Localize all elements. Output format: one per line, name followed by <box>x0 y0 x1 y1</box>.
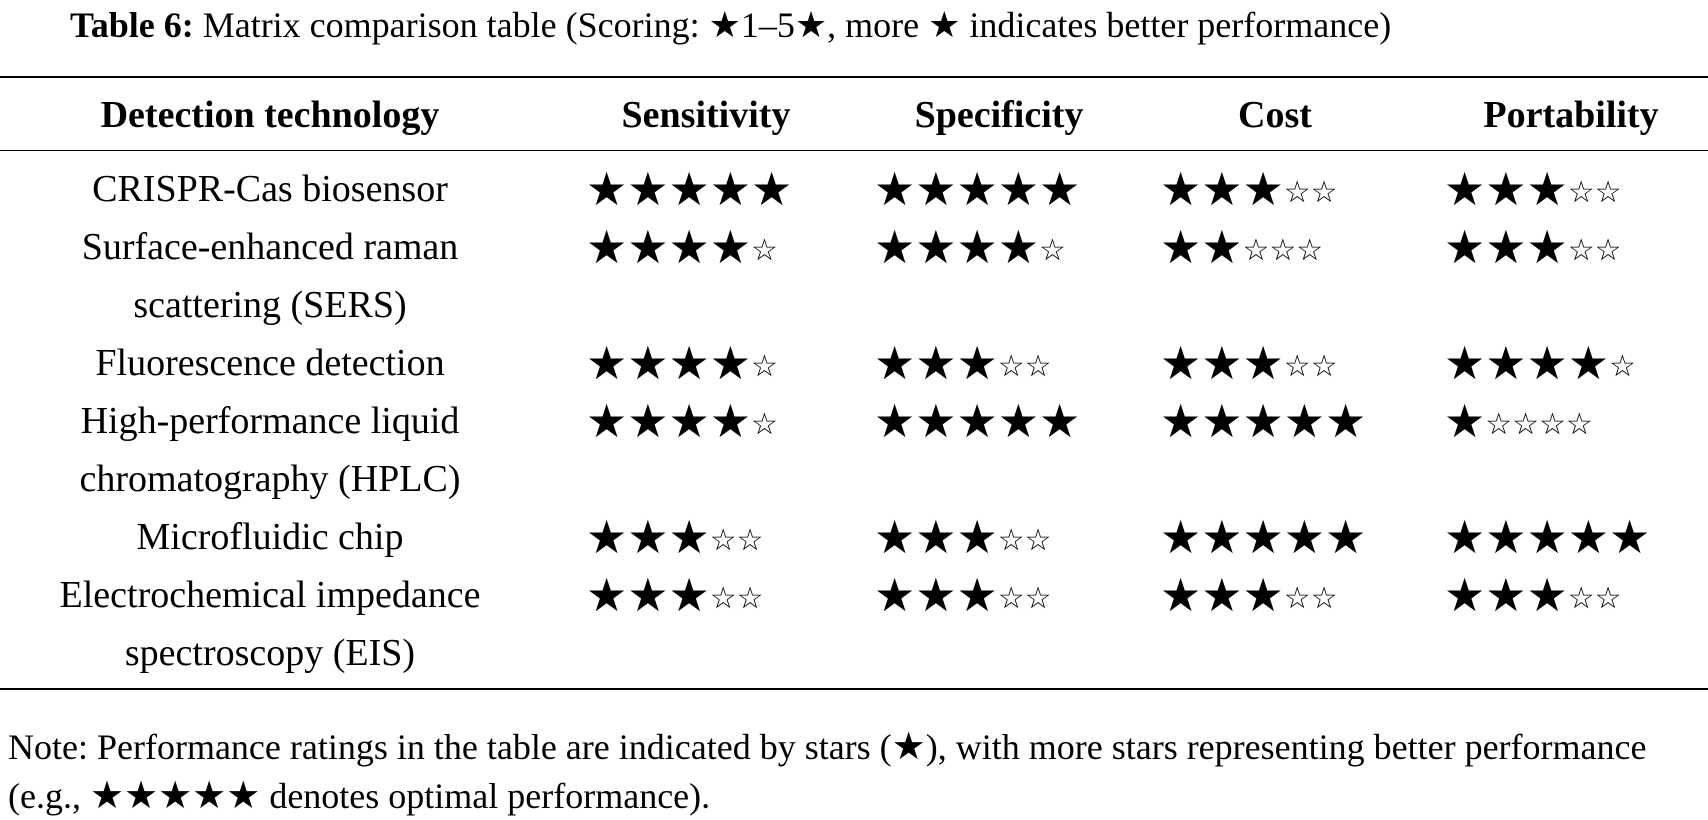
cost-rating <box>1160 508 1366 566</box>
star-icon: ★ <box>928 5 961 45</box>
technology-line: Electrochemical impedance <box>59 574 481 616</box>
star-icon: ★ <box>708 5 741 45</box>
specificity-rating <box>874 218 1066 276</box>
caption-text-middle: , more <box>827 5 929 45</box>
empty-stars: ☆☆ <box>1567 233 1622 268</box>
filled-stars: ★★★★ <box>1444 336 1609 390</box>
technology-line: chromatography (HPLC) <box>79 458 461 500</box>
technology-name <box>0 218 540 334</box>
five-stars-icon: ★★★★★ <box>89 773 261 817</box>
empty-stars: ☆☆ <box>709 523 764 558</box>
empty-stars: ☆☆ <box>1283 581 1338 616</box>
empty-stars: ☆ <box>750 407 778 442</box>
empty-stars: ☆☆☆ <box>1242 233 1324 268</box>
technology-name <box>0 508 540 566</box>
header-sensitivity: Sensitivity <box>621 94 791 136</box>
portability-rating <box>1444 334 1636 392</box>
filled-stars: ★★★ <box>1444 220 1568 274</box>
empty-stars: ☆☆ <box>997 523 1052 558</box>
sensitivity-rating <box>586 508 764 566</box>
filled-stars: ★★ <box>1160 220 1243 274</box>
header-cost: Cost <box>1238 94 1312 136</box>
portability-rating <box>1444 392 1593 450</box>
empty-stars: ☆ <box>750 349 778 384</box>
portability-rating <box>1444 160 1622 218</box>
technology-line: scattering (SERS) <box>133 284 407 326</box>
technology-line: CRISPR-Cas biosensor <box>92 168 448 210</box>
filled-stars: ★★★ <box>586 510 710 564</box>
specificity-rating <box>874 508 1052 566</box>
specificity-rating <box>874 392 1080 450</box>
portability-rating <box>1444 218 1622 276</box>
filled-stars: ★★★★★ <box>1444 510 1651 564</box>
empty-stars: ☆ <box>1038 233 1066 268</box>
filled-stars: ★★★ <box>874 568 998 622</box>
caption-label: Table 6: <box>70 5 194 45</box>
empty-stars: ☆☆ <box>1567 581 1622 616</box>
table-bottom-rule <box>0 688 1708 690</box>
technology-line: Microfluidic chip <box>136 516 404 558</box>
empty-stars: ☆☆ <box>1283 349 1338 384</box>
filled-stars: ★★★★ <box>586 336 751 390</box>
table-caption <box>70 3 1391 47</box>
note-text-before: Note: Performance ratings in the table are indicated by stars ( <box>8 727 892 767</box>
sensitivity-rating <box>586 218 778 276</box>
technology-line: spectroscopy (EIS) <box>124 632 416 674</box>
cost-rating <box>1160 566 1338 624</box>
star-icon: ★ <box>794 5 828 45</box>
specificity-rating <box>874 566 1052 624</box>
filled-stars: ★★★★★ <box>586 162 793 216</box>
technology-name <box>0 392 540 508</box>
filled-stars: ★ <box>1444 394 1486 448</box>
empty-stars: ☆☆☆☆ <box>1485 407 1593 442</box>
technology-line: High-performance liquid <box>80 400 460 442</box>
table-note <box>8 722 1698 820</box>
filled-stars: ★★★ <box>1160 162 1284 216</box>
sensitivity-rating <box>586 160 792 218</box>
sensitivity-rating <box>586 334 778 392</box>
sensitivity-rating <box>586 566 764 624</box>
cost-rating <box>1160 392 1366 450</box>
filled-stars: ★★★ <box>1160 568 1284 622</box>
technology-line: Surface-enhanced raman <box>81 226 459 268</box>
technology-name <box>0 566 540 682</box>
cost-rating <box>1160 218 1323 276</box>
table-top-rule <box>0 76 1708 78</box>
filled-stars: ★★★ <box>874 336 998 390</box>
caption-range: 1–5 <box>740 5 795 45</box>
filled-stars: ★★★★★ <box>1160 394 1367 448</box>
filled-stars: ★★★★ <box>586 220 751 274</box>
empty-stars: ☆☆ <box>709 581 764 616</box>
cost-rating <box>1160 334 1338 392</box>
technology-name <box>0 334 540 392</box>
note-text-middle: ), with more stars representing better performance (e.g., <box>8 727 1647 816</box>
note-text-after: denotes optimal performance). <box>260 776 711 816</box>
filled-stars: ★★★ <box>874 510 998 564</box>
filled-stars: ★★★ <box>586 568 710 622</box>
filled-stars: ★★★ <box>1444 162 1568 216</box>
filled-stars: ★★★★★ <box>874 394 1081 448</box>
filled-stars: ★★★ <box>1160 336 1284 390</box>
table-header-rule <box>0 150 1708 151</box>
empty-stars: ☆☆ <box>997 581 1052 616</box>
star-icon: ★ <box>891 724 926 768</box>
empty-stars: ☆ <box>1608 349 1636 384</box>
specificity-rating <box>874 334 1052 392</box>
cost-rating <box>1160 160 1338 218</box>
empty-stars: ☆☆ <box>1283 175 1338 210</box>
specificity-rating <box>874 160 1080 218</box>
technology-name <box>0 160 540 218</box>
caption-text-after: indicates better performance) <box>960 5 1392 45</box>
filled-stars: ★★★★★ <box>1160 510 1367 564</box>
sensitivity-rating <box>586 392 778 450</box>
empty-stars: ☆ <box>750 233 778 268</box>
filled-stars: ★★★★ <box>874 220 1039 274</box>
filled-stars: ★★★★ <box>586 394 751 448</box>
empty-stars: ☆☆ <box>997 349 1052 384</box>
filled-stars: ★★★★★ <box>874 162 1081 216</box>
filled-stars: ★★★ <box>1444 568 1568 622</box>
portability-rating <box>1444 508 1650 566</box>
header-portability: Portability <box>1483 94 1659 136</box>
empty-stars: ☆☆ <box>1567 175 1622 210</box>
caption-text-before: Matrix comparison table (Scoring: <box>202 5 709 45</box>
header-detection-technology: Detection technology <box>100 94 440 136</box>
portability-rating <box>1444 566 1622 624</box>
technology-line: Fluorescence detection <box>95 342 445 384</box>
header-specificity: Specificity <box>914 94 1084 136</box>
